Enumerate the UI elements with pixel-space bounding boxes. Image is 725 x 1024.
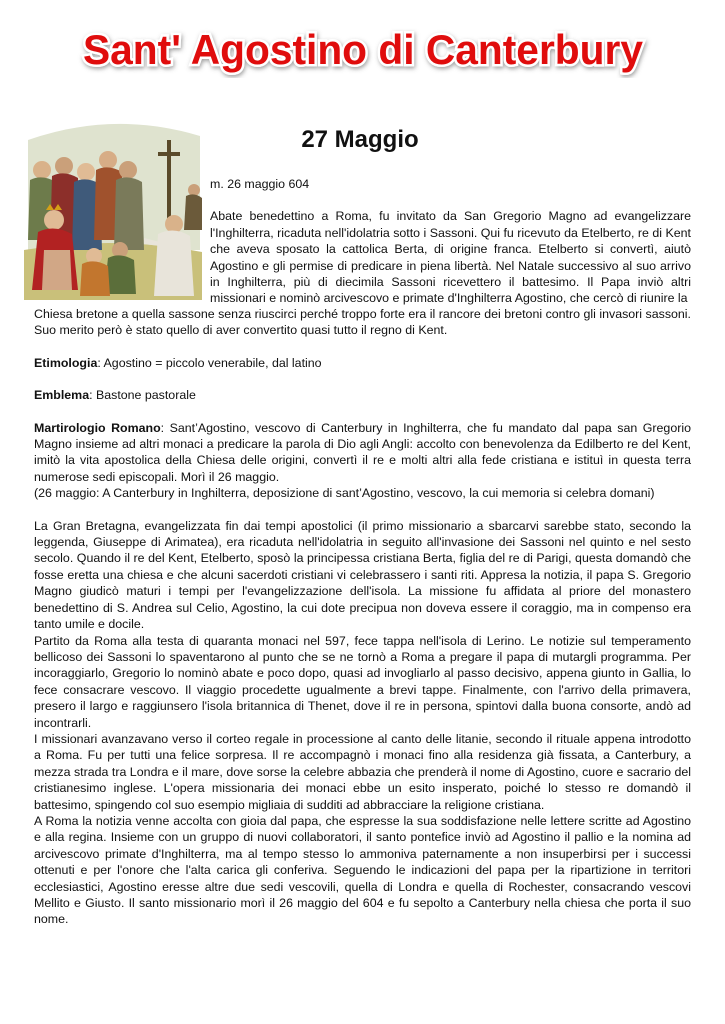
feast-date: 27 Maggio	[301, 126, 419, 153]
intro-paragraph: Abate benedettino a Roma, fu invitato da San Gregorio Magno ad evangelizzare l'Inghilterra, ricaduta nell'idolatria sotto i Sassoni. Qui fu ricevuto da Etelberto, re di Kent che aveva sposato la cattolica Berta, di origine franca. Etelberto si convertì, aiutò Agostino e gli permise di predicare in piena libertà. Nel Natale successivo al suo arrivo in Inghilterra, più di diecimila Sassoni ricevettero il battesimo. Il Papa inviò altri missionari e nominò arcivescovo e primate d'Inghilterra Agostino, che cercò di riunire la	[210, 209, 691, 306]
page-title	[0, 22, 725, 78]
history-paragraph: I missionari avanzavano verso il corteo regale in processione al canto delle litanie, secondo il rituale appena introdotto a Roma. Fu per tutti una felice sorpresa. Il re accompagnò i monaci fino alla residenza già fissata, a Canterbury, a mezza strada tra Londra e il mare, dove sorse la celebre abbazia che prenderà il nome di Agostino, cuore e sacrario del cristianesimo inglese. L'opera missionaria dei monaci ebbe un esito insperato, poiché lo stesso re domandò il battesimo, spingendo col suo esempio migliaia di sudditi ad abbracciare la religione cristiana.	[34, 731, 691, 812]
etymology	[34, 355, 691, 371]
martyrology-text: : Sant’Agostino, vescovo di Canterbury in Inghilterra, che fu mandato dal papa san Gregorio Magno insieme ad altri monaci a predicare la parola di Dio agli Angli: accolto con benevolenza da Edilberto re del Kent, imitò la vita apostolica della Chiesa delle origini, convertì il re e molti altri alla fede cristiana e istituì in questa terra numerose sedi episcopali. Morì il 26 maggio.	[34, 420, 691, 484]
emblem-label: Emblema	[34, 388, 90, 403]
martyrology	[34, 420, 691, 486]
etymology-label: Etimologia	[34, 355, 98, 370]
history-paragraph: A Roma la notizia venne accolta con gioia dal papa, che espresse la sua soddisfazione nelle lettere scritte ad Agostino e alla regina. Insieme con un gruppo di nuovi collaboratori, il santo pontefice inviò ad Agostino il pallio e la nomina ad arcivescovo primate d'Inghilterra, ma al tempo stesso lo ammoniva paternamente a non insuperbirsi per i successi ottenuti e per l'onore che l'alta carica gli conferiva. Seguendo le indicazioni del papa per la ripartizione in territori ecclesiastici, Agostino eresse altre due sedi vescovili, quella di Londra e quella di Rochester, consacrando vescovi Mellito e Giusto. Il santo missionario morì il 26 maggio del 604 e fu sepolto a Canterbury nella chiesa che porta il suo nome.	[34, 813, 691, 927]
emblem-text: : Bastone pastorale	[89, 388, 196, 403]
death-date: m. 26 maggio 604	[210, 177, 310, 191]
intro-paragraph-continued: Chiesa bretone a quella sassone senza riuscirci perché troppo forte era il rancore dei bretoni contro gli invasori sassoni. Suo merito però è stato quello di aver convertito quasi tutto il regno di Kent.	[34, 307, 691, 338]
history-paragraph: Partito da Roma alla testa di quaranta monaci nel 597, fece tappa nell'isola di Lerino. Le notizie sul temperamento bellicoso dei Sassoni lo spaventarono al punto che se ne tornò a Roma a pregare il papa di mutargli programma. Per incoraggiarlo, Gregorio lo nominò abate e poco dopo, quasi ad invogliarlo al passo decisivo, appena giunto in Gallia, lo fece consacrare vescovo. Il viaggio procedette ugualmente a brevi tappe. Finalmente, con l'arrivo della primavera, presero il largo e raggiunsero l'isola britannica di Thenet, dove il re in persona, spintovi dalla buona consorte, andò ad incontrarli.	[34, 633, 691, 730]
emblem	[34, 387, 691, 403]
martyrology-label: Martirologio Romano	[34, 420, 161, 435]
title-text: Sant' Agostino di Canterbury	[82, 26, 644, 73]
martyrology-note: (26 maggio: A Canterbury in Inghilterra, deposizione di sant’Agostino, vescovo, la cui memoria si celebra domani)	[34, 486, 655, 501]
saint-augustine-preaching-illustration	[24, 100, 202, 300]
intro-section	[210, 176, 691, 307]
main-text	[34, 306, 691, 928]
etymology-text: : Agostino = piccolo venerabile, dal latino	[97, 355, 322, 370]
history-paragraph: La Gran Bretagna, evangelizzata fin dai tempi apostolici (il primo missionario a sbarcarvi sarebbe stato, secondo la leggenda, Giuseppe di Arimatea), era ricaduta nell'idolatria in seguito all'invasione dei Sassoni nel quinto e nel sesto secolo. Quando il re del Kent, Etelberto, sposò la principessa cristiana Berta, figlia del re di Parigi, questa domandò che fosse eretta una chiesa e che alcuni sacerdoti cristiani vi celebrassero i santi riti. Appresa la notizia, il papa S. Gregorio Magno giudicò maturi i tempi per l'evangelizzazione dell'isola. La missione fu affidata al priore del monastero benedettino di S. Andrea sul Celio, Agostino, la cui dote precipua non doveva essere il coraggio, ma in compenso era tanto umile e docile.	[34, 518, 691, 632]
